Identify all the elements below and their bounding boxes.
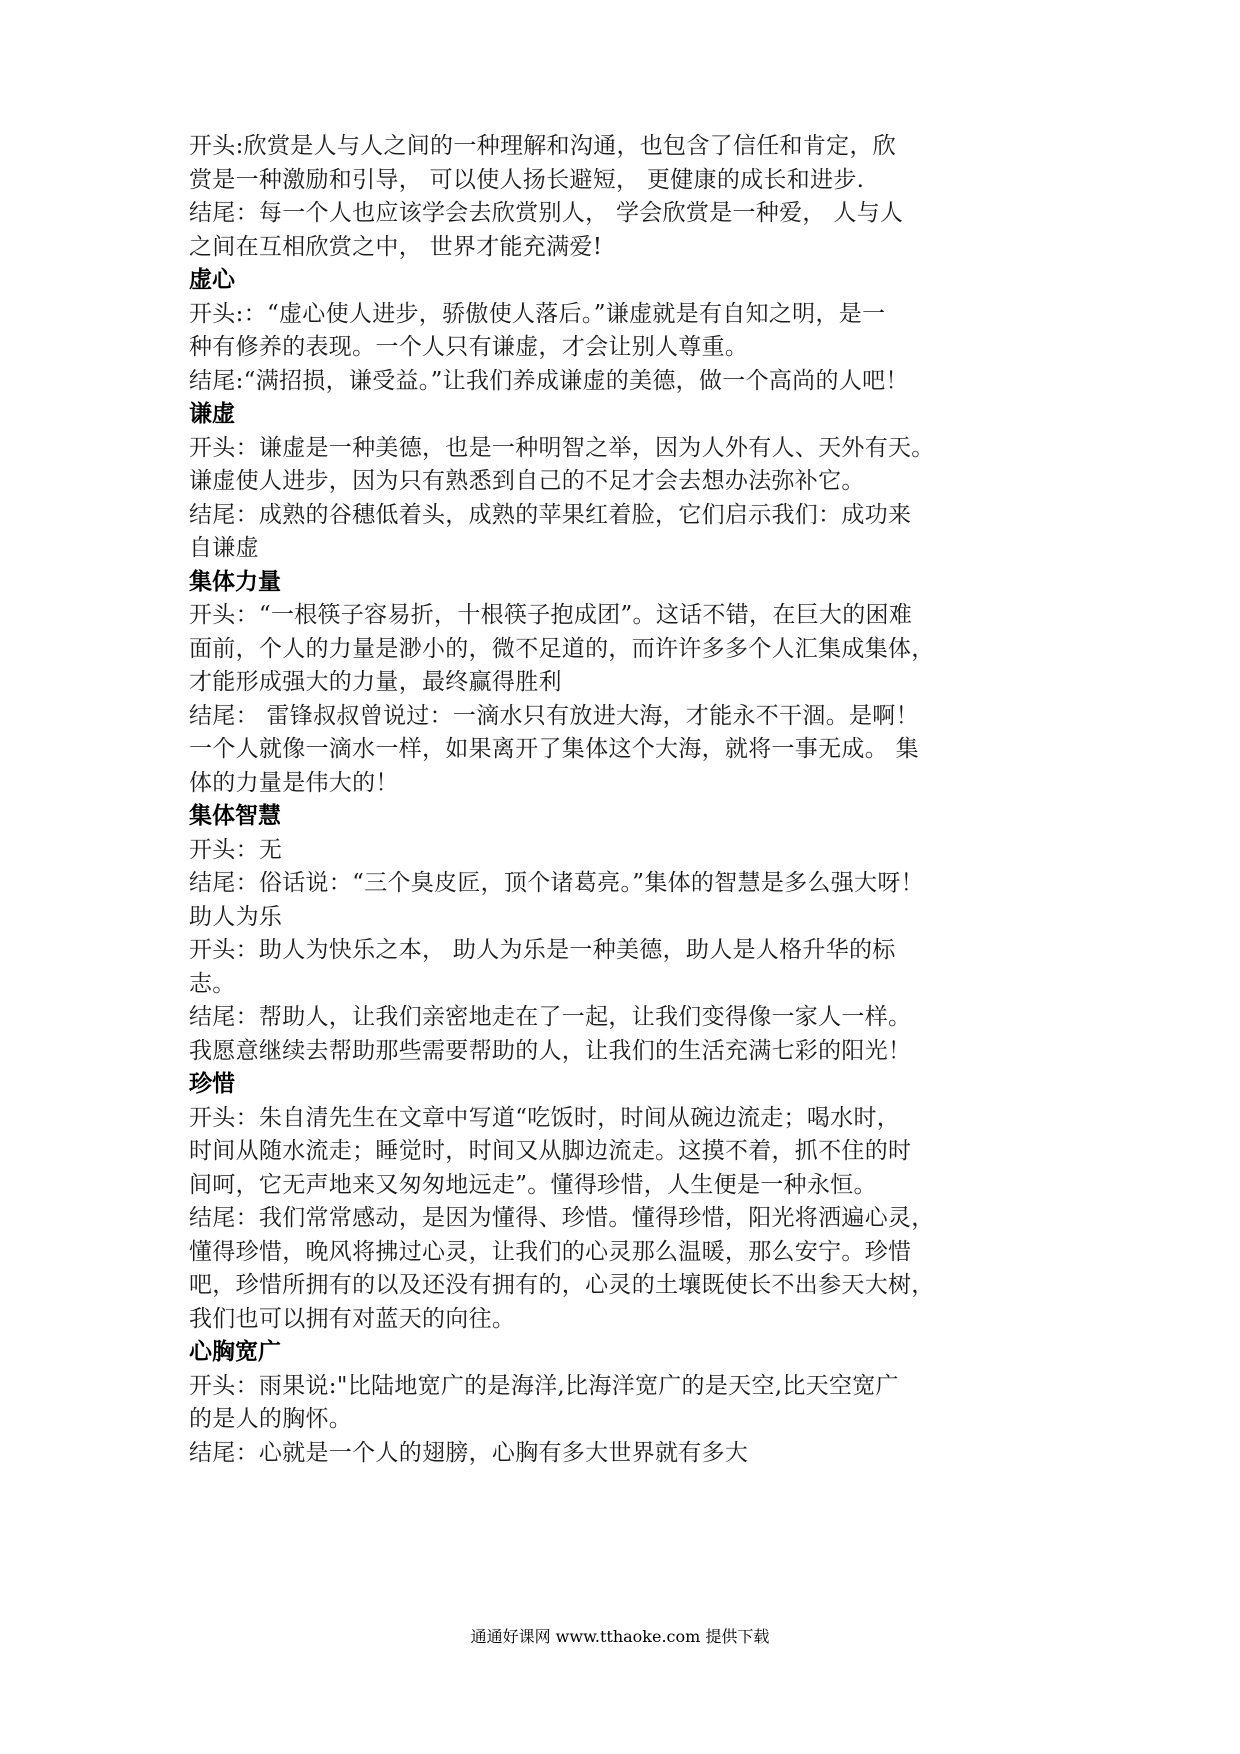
text-line: 开头：谦虚是一种美德，也是一种明智之举，因为人外有人、天外有天。 [189, 434, 935, 461]
section-heading: 集体力量 [189, 568, 281, 595]
text-line: 开头:：“虚心使人进步，骄傲使人落后。”谦虚就是有自知之明，是一 [189, 300, 886, 327]
text-line: 结尾： 雷锋叔叔曾说过：一滴水只有放进大海，才能永不干涸。是啊！ [189, 702, 919, 729]
text-line: 开头：无 [189, 836, 283, 863]
text-line: 开头:欣赏是人与人之间的一种理解和沟通，也包含了信任和肯定，欣 [189, 133, 897, 159]
section-heading: 集体智慧 [189, 803, 281, 829]
text-line: 我愿意继续去帮助那些需要帮助的人，让我们的生活充满七彩的阳光！ [189, 1037, 912, 1064]
text-line: 吧，珍惜所拥有的以及还没有拥有的，心灵的土壤既使长不出参天大树， [189, 1272, 935, 1298]
text-line: 间呵，它无声地来又匆匆地远走”。懂得珍惜，人生便是一种永恒。 [189, 1171, 877, 1198]
text-line: 开头：助人为快乐之本， 助人为乐是一种美德，助人是人格升华的标 [189, 937, 896, 963]
text-line: 助人为乐 [189, 903, 283, 930]
text-line: 结尾：每一个人也应该学会去欣赏别人， 学会欣赏是一种爱， 人与人 [189, 200, 904, 226]
text-line: 面前，个人的力量是渺小的，微不足道的，而许许多多个人汇集成集体， [189, 635, 935, 662]
text-line: 谦虚使人进步，因为只有熟悉到自己的不足才会去想办法弥补它。 [189, 468, 865, 494]
section-heading: 虚心 [189, 267, 235, 293]
text-line: 开头：“一根筷子容易折，十根筷子抱成团”。这话不错，在巨大的困难 [189, 602, 913, 628]
text-line: 开头：雨果说:"比陆地宽广的是海洋,比海洋宽广的是天空,比天空宽广 [189, 1372, 899, 1399]
text-line: 自谦虚 [189, 535, 259, 561]
text-line: 体的力量是伟大的！ [189, 769, 399, 796]
document-body [189, 130, 961, 1470]
text-line: 结尾：俗话说：“三个臭皮匠，顶个诸葛亮。”集体的智慧是多么强大呀！ [189, 870, 924, 896]
text-line: 结尾：帮助人，让我们亲密地走在了一起，让我们变得像一家人一样。 [189, 1004, 912, 1030]
text-line: 种有修养的表现。一个人只有谦虚，才会让别人尊重。 [189, 334, 749, 360]
page-footer: 通通好课网 www.tthaoke.com 提供下载 [470, 1627, 770, 1646]
section-heading: 珍惜 [189, 1071, 235, 1097]
text-line: 我们也可以拥有对蓝天的向往。 [189, 1305, 516, 1332]
text-line: 赏是一种激励和引导， 可以使人扬长避短， 更健康的成长和进步. [189, 166, 865, 193]
text-line: 结尾:“满招损，谦受益。”让我们养成谦虚的美德，做一个高尚的人吧！ [189, 367, 909, 394]
text-line: 结尾：成熟的谷穗低着头，成熟的苹果红着脸，它们启示我们：成功来 [189, 501, 912, 528]
text-line: 之间在互相欣赏之中， 世界才能充满爱! [189, 233, 603, 260]
text-line: 开头：朱自清先生在文章中写道“吃饭时，时间从碗边流走；喝水时， [189, 1104, 901, 1131]
text-line: 懂得珍惜，晚风将拂过心灵，让我们的心灵那么温暖，那么安宁。珍惜 [189, 1238, 912, 1265]
text-line: 志。 [189, 970, 236, 997]
text-line: 结尾：心就是一个人的翅膀，心胸有多大世界就有多大 [189, 1439, 749, 1466]
text-line: 时间从随水流走；睡觉时，时间又从脚边流走。这摸不着，抓不住的时 [189, 1138, 912, 1164]
section-heading: 心胸宽广 [189, 1339, 281, 1365]
text-line: 的是人的胸怀。 [189, 1406, 353, 1432]
section-heading: 谦虚 [189, 401, 235, 427]
text-line: 才能形成强大的力量，最终赢得胜利 [189, 669, 562, 695]
text-line: 结尾：我们常常感动，是因为懂得、珍惜。懂得珍惜，阳光将洒遍心灵， [189, 1205, 935, 1231]
text-line: 一个人就像一滴水一样，如果离开了集体这个大海，就将一事无成。 集 [189, 736, 919, 762]
